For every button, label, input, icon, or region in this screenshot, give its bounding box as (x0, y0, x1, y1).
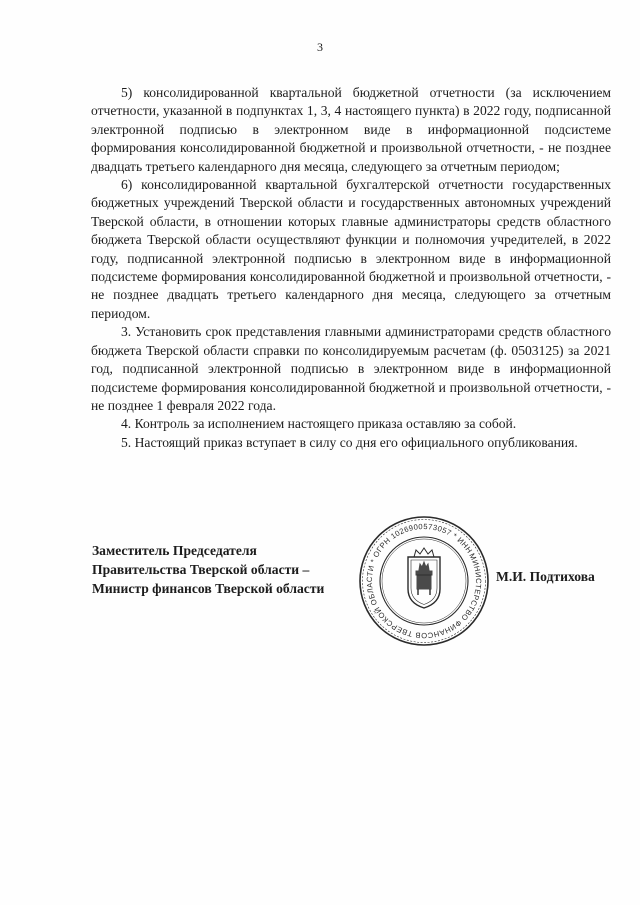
paragraph-item-5: 5) консолидированной квартальной бюджетной отчетности (за исключением отчетности, указанной в подпунктах 1, 3, 4 настоящего пункта) в 2022 году, подписанной электронной подписью в электронном виде в информационной подсистеме формирования консолидированной бюджетной и произвольной отчетности, - не позднее двадцать третьего календарного дня месяца, следующего за отчетным периодом; (91, 85, 611, 174)
signatory-title-line-2: Правительства Тверской области – (92, 562, 310, 577)
document-body (91, 84, 611, 452)
signatory-title (92, 541, 392, 598)
signatory-name: М.И. Подтихова (496, 569, 595, 584)
paragraph-4: 4. Контроль за исполнением настоящего приказа оставляю за собой. (121, 416, 517, 432)
coat-of-arms-emblem (408, 548, 440, 608)
official-seal-stamp (356, 513, 492, 649)
signatory-title-line-1: Заместитель Председателя (92, 543, 257, 558)
page-number: 3 (317, 40, 323, 54)
seal-ring-text: МИНИСТЕРСТВО ФИНАНСОВ ТВЕРСКОЙ ОБЛАСТИ * ОГРН 1026900573057 * ИНН (364, 521, 484, 641)
paragraph-item-6: 6) консолидированной квартальной бухгалтерской отчетности государственных бюджетных учреждений Тверской области и государственных автономных учреждений Тверской области, в отношении которых главные администраторы средств областного бюджета Тверской области осуществляют функции и полномочия учредителей, в 2022 году, подписанной электронной подписью в электронном виде в информационной подсистеме формирования консолидированной бюджетной и произвольной отчетности, - не позднее двадцать третьего календарного дня месяца, следующего за отчетным периодом. (91, 177, 611, 321)
paragraph-5: 5. Настоящий приказ вступает в силу со дня его официального опубликования. (121, 434, 578, 450)
paragraph-3: 3. Установить срок представления главными администраторами средств областного бюджета Тверской области справки по консолидируемым расчетам (ф. 0503125) за 2021 год, подписанной электронной подписью в электронном виде в информационной подсистеме формирования консолидированной бюджетной и произвольной отчетности, - не позднее 1 февраля 2022 года. (91, 324, 611, 413)
signatory-title-line-3: Министр финансов Тверской области (92, 581, 325, 596)
